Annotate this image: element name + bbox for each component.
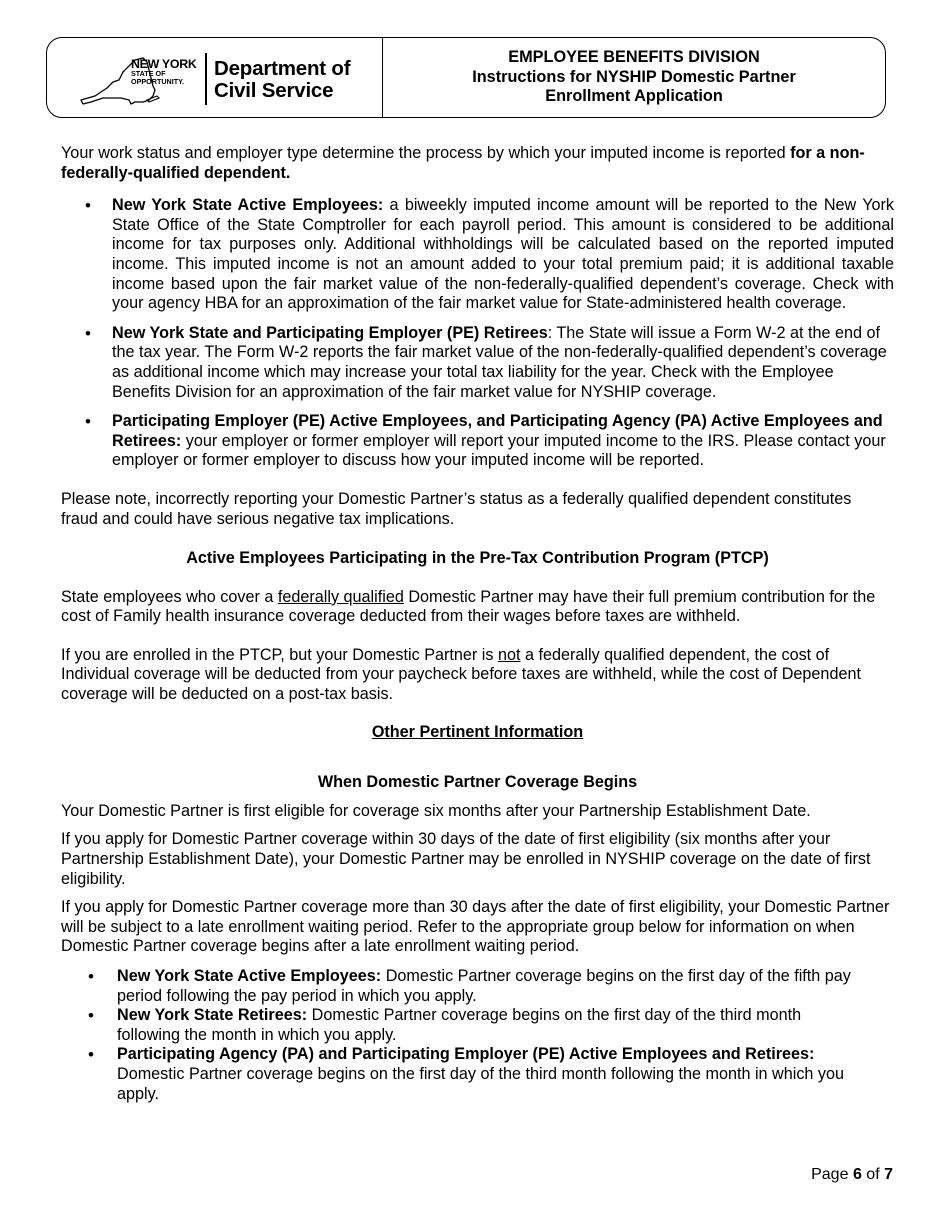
logo-cell	[47, 38, 383, 117]
coverage-list	[61, 967, 894, 1104]
dept-line1: Department of	[214, 57, 351, 80]
list-item: • New York State Retirees: Domestic Partner coverage begins on the first day of the third month following the month in which you apply.	[61, 1006, 864, 1045]
ptcp-paragraph-2: If you are enrolled in the PTCP, but your Domestic Partner is not a federally qualified dependent, the cost of Individual coverage will be deducted from your paycheck before taxes are withheld, while the cost of Dependent coverage will be deducted on a post-tax basis.	[61, 645, 861, 704]
wordmark-line1: NEW YORK	[131, 57, 197, 71]
reporting-list	[61, 196, 894, 471]
other-info-heading: Other Pertinent Information	[371, 722, 584, 741]
coverage-paragraph-1: Your Domestic Partner is first eligible for coverage six months after your Partnership Establishment Date.	[61, 801, 811, 820]
list-item: • New York State and Participating Employer (PE) Retirees: The State will issue a Form W-2 at the end of the tax year. The Form W-2 reports the fair market value of the non-federally-qualified dependent’s coverage as additional income which may increase your total tax liability for the year. Check with the Employee Benefits Division for an approximation of the fair market value for NYSHIP coverage.	[61, 324, 894, 402]
list-item: • New York State Active Employees: a biweekly imputed income amount will be reported to the New York State Office of the State Comptroller for each payroll period. This amount is considered to be additional income for tax purposes only. Additional withholdings will be calculated based on the reported imputed income. This imputed income is not an amount added to your total premium paid; it is additional taxable income based upon the fair market value of the non-federally-qualified dependent’s coverage. Check with your agency HBA for an approximation of the fair market value for State-administered health coverage.	[61, 196, 894, 314]
wordmark-line3: OPPORTUNITY.	[131, 77, 185, 86]
logo-divider	[205, 53, 207, 105]
department-name	[214, 58, 350, 102]
coverage-paragraph-2: If you apply for Domestic Partner coverage within 30 days of the date of first eligibility (six months after your Partnership Establishment Date), your Domestic Partner may be enrolled in NYSHIP coverage on the date of first eligibility.	[61, 830, 871, 888]
ptcp-paragraph-1: State employees who cover a federally qualified Domestic Partner may have their full premium contribution for the cost of Family health insurance coverage deducted from their wages before taxes are withheld.	[61, 587, 876, 626]
list-item: • New York State Active Employees: Domestic Partner coverage begins on the first day of the fifth pay period following the pay period in which you apply.	[61, 967, 864, 1006]
coverage-paragraph-3: If you apply for Domestic Partner coverage more than 30 days after the date of first eligibility, your Domestic Partner will be subject to a late enrollment waiting period. Refer to the appropriate group below for information on when Domestic Partner coverage begins after a late enrollment waiting period.	[61, 898, 890, 956]
title-line2: Instructions for NYSHIP Domestic Partner	[472, 67, 796, 86]
list-item: • Participating Employer (PE) Active Employees, and Participating Agency (PA) Active Employees and Retirees: your employer or former employer will report your imputed income to the IRS. Please contact your employer or former employer to discuss how your imputed income will be reported.	[61, 412, 894, 471]
dept-line2: Civil Service	[214, 79, 334, 102]
ptcp-heading: Active Employees Participating in the Pre-Tax Contribution Program (PTCP)	[186, 549, 769, 568]
header-title	[383, 38, 885, 117]
document-body	[61, 144, 894, 1104]
title-line1: EMPLOYEE BENEFITS DIVISION	[508, 48, 760, 67]
title-line3: Enrollment Application	[545, 87, 723, 106]
document-header	[46, 37, 886, 118]
wordmark-line2: STATE OF	[131, 69, 166, 78]
ny-wordmark	[131, 58, 203, 86]
fraud-note: Please note, incorrectly reporting your Domestic Partner’s status as a federally qualified dependent constitutes fraud and could have serious negative tax implications.	[61, 489, 852, 528]
list-item: • Participating Agency (PA) and Participating Employer (PE) Active Employees and Retirees: Domestic Partner coverage begins on the first day of the third month following the month in which you apply.	[61, 1045, 864, 1104]
coverage-heading: When Domestic Partner Coverage Begins	[317, 773, 638, 792]
page-number: Page 6 of 7	[811, 1166, 893, 1183]
intro-paragraph: Your work status and employer type determine the process by which your imputed income is reported for a non-federally-qualified dependent.	[61, 144, 865, 182]
